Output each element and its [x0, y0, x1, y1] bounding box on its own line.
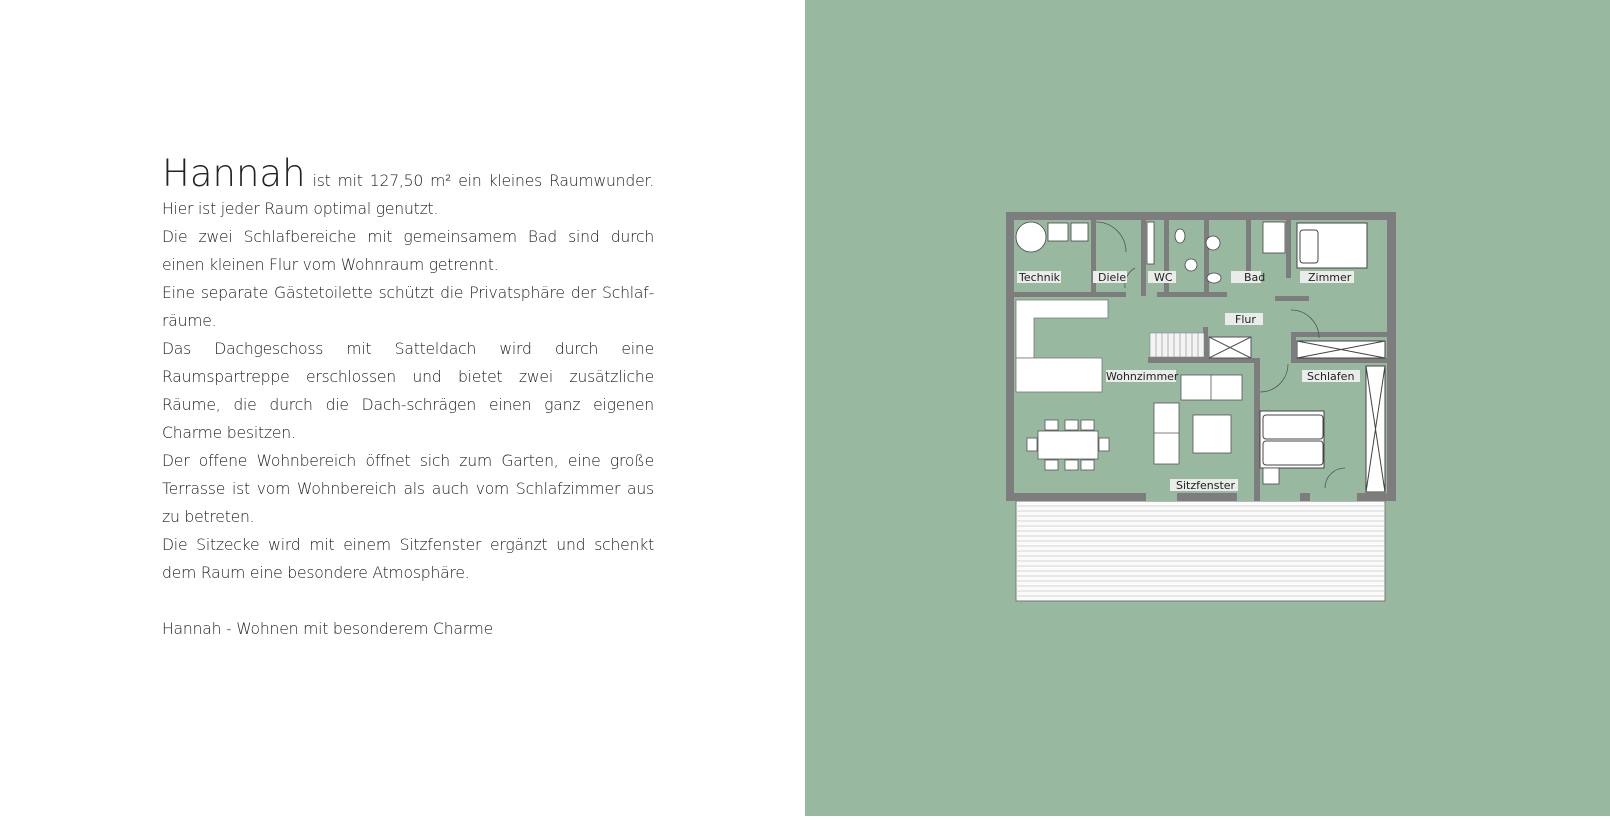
label-wohnzimmer: Wohnzimmer [1106, 370, 1179, 383]
intro-paragraph [162, 152, 654, 223]
label-diele: Diele [1098, 271, 1127, 284]
paragraph-guest-wc: Eine separate Gästetoilette schützt die Privatsphäre der Schlaf-räume. [162, 284, 654, 330]
paragraph-living: Der offene Wohnbereich öffnet sich zum Garten, eine große Terrasse ist vom Wohnbereich als auch vom Schlafzimmer aus zu betreten. [162, 452, 654, 526]
label-zimmer: Zimmer [1308, 271, 1352, 284]
label-technik: Technik [1019, 271, 1061, 284]
label-bad: Bad [1244, 271, 1266, 284]
text-page [0, 0, 805, 816]
paragraph-bedrooms: Die zwei Schlafbereiche mit gemeinsamem Bad sind durch einen kleinen Flur vom Wohnraum getrennt. [162, 228, 654, 274]
terrace [1016, 501, 1385, 601]
floorplan-panel [805, 0, 1610, 816]
paragraph-seating: Die Sitzecke wird mit einem Sitzfenster ergänzt und schenkt dem Raum eine besondere Atmosphäre. [162, 536, 654, 582]
label-sitzfenster: Sitzfenster [1176, 479, 1236, 492]
intro-lead: ist mit 127,50 m² ein kleines Raumwunder. Hier ist jeder Raum optimal genutzt. [162, 172, 654, 218]
label-flur: Flur [1235, 313, 1256, 326]
label-wc: WC [1154, 271, 1173, 284]
shaft [1209, 337, 1251, 358]
house-name: Hannah [162, 152, 306, 195]
description [162, 152, 654, 643]
stairs [1150, 333, 1204, 357]
floorplan [805, 0, 1610, 816]
tagline: Hannah - Wohnen mit besonderem Charme [162, 620, 494, 638]
label-schlafen: Schlafen [1307, 370, 1355, 383]
paragraph-attic: Das Dachgeschoss mit Satteldach wird durch eine Raumspartreppe erschlossen und bietet zwei zusätzliche Räume, die durch die Dach-schrägen einen ganz eigenen Charme besitzen. [162, 340, 654, 442]
